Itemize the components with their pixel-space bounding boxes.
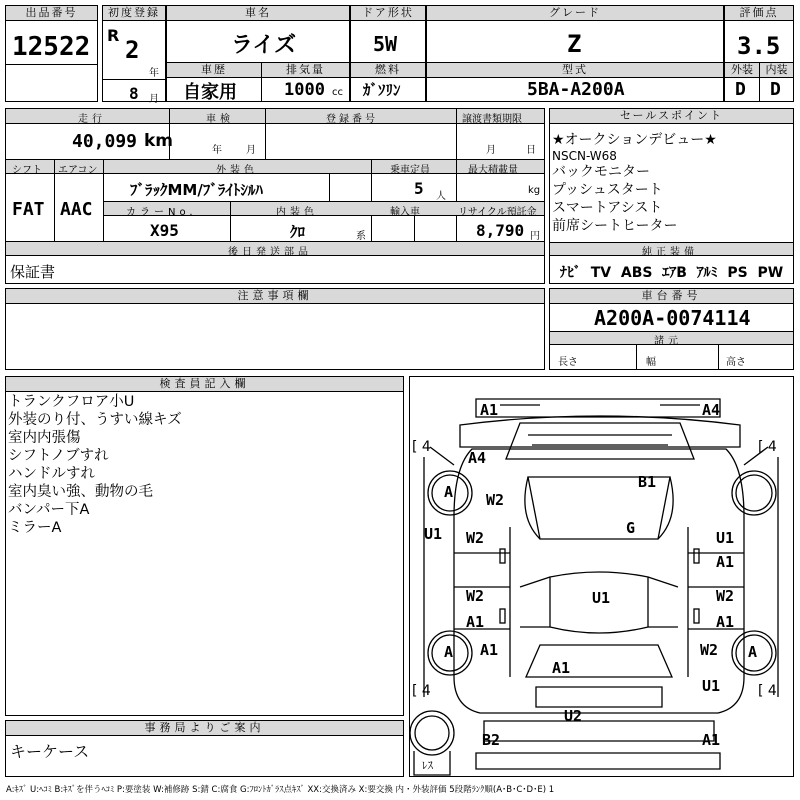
grade-label: グレード	[427, 6, 723, 21]
mark-wheel-rear-left: A	[444, 643, 454, 661]
capacity-label: 乗車定員	[390, 165, 430, 176]
car-name-box	[166, 5, 350, 63]
tread-rear-right: [ 4	[758, 683, 777, 699]
door-label: ドア形状	[351, 6, 425, 21]
recycle-unit: 円	[530, 231, 540, 242]
inspector-note: 室内臭い強、動物の毛	[8, 484, 153, 500]
mark-left-side-u1: U1	[424, 525, 443, 543]
mileage: 40,099	[72, 131, 138, 152]
sales-point: ★オークションデビュー★	[552, 132, 717, 148]
inspector-box	[5, 376, 404, 716]
mark-roof-u1: U1	[592, 589, 611, 607]
color-no-label: カラーNo.	[126, 207, 197, 218]
mark-wheel-rear-right: A	[748, 643, 758, 661]
recycle: 8,790	[476, 221, 525, 240]
car-outline	[410, 377, 793, 776]
displacement: 1000	[284, 80, 325, 100]
length-label: 長さ	[558, 357, 578, 368]
later-parts: 保証書	[10, 263, 56, 281]
int-color-label: 内装色	[276, 207, 318, 218]
mark-wheel-front-left: A	[444, 483, 454, 501]
model-label: 型式	[427, 63, 723, 78]
fuel-box	[350, 62, 426, 102]
mark-right-rear-door-a1: A1	[716, 613, 735, 631]
reg-number-label: 登録番号	[326, 114, 378, 125]
model-box	[426, 62, 724, 102]
legend: A:ｷｽﾞ U:ﾍｺﾐ B:ｷｽﾞを伴うﾍｺﾐ P:要塗装 W:補修跡 S:錆 C:腐食 G:ﾌﾛﾝﾄｶﾞﾗｽ点ｷｽﾞ XX:交換済み X:要交換 内・外装評価 5段階ﾗﾝｸ順(A･B･C･D･E) 1	[6, 785, 555, 795]
max-load-unit: kg	[528, 185, 541, 196]
ac-label: エアコン	[58, 165, 98, 176]
chassis-label: 車台番号	[550, 289, 793, 304]
interior-label: 内装	[760, 63, 793, 78]
transfer-month: 月	[486, 145, 496, 156]
score-label: 評価点	[725, 6, 793, 21]
spare-tire-label: ﾚｽ	[422, 759, 433, 772]
era: R	[107, 26, 120, 45]
equip-abs: ABS	[620, 265, 653, 281]
mark-trunk-a1: A1	[552, 659, 571, 677]
reg-month: 8	[129, 84, 139, 103]
inspector-note: シフトノブすれ	[8, 448, 109, 464]
sales-point: バックモニター	[552, 164, 650, 180]
equip-alloy: ｱﾙﾐ	[696, 265, 718, 281]
ac: AAC	[60, 199, 93, 220]
lot-number: 12522	[12, 32, 91, 62]
chassis-number: A200A-0074114	[594, 306, 751, 330]
mark-right-rear-u1: U1	[702, 677, 721, 695]
inspection-year: 年	[212, 145, 222, 156]
inspector-label: 検査員記入欄	[6, 377, 403, 392]
exterior-box	[724, 62, 760, 102]
equip-airbag: ｴｱB	[662, 265, 687, 281]
mark-rear-bumper-right-a1: A1	[702, 731, 721, 749]
fuel: ｶﾞｿﾘﾝ	[363, 81, 401, 99]
height-label: 高さ	[726, 357, 746, 368]
inspector-note: 外装のり付、うすい線キズ	[8, 412, 182, 428]
mark-right-rear-fender-w2: W2	[700, 641, 719, 659]
displacement-unit: cc	[332, 87, 343, 98]
vehicle-info-box	[5, 108, 545, 284]
sales-point: プッシュスタート	[552, 182, 663, 198]
ext-color-label: 外装色	[216, 165, 258, 176]
damage-diagram	[409, 376, 794, 777]
capacity-unit: 人	[436, 191, 446, 202]
sales-points-label: セールスポイント	[550, 109, 793, 124]
history-box	[166, 62, 262, 102]
grade: Z	[567, 30, 582, 58]
mark-hood: B1	[638, 473, 657, 491]
lot-number-label: 出品番号	[6, 6, 97, 21]
mark-left-front-door-upper: W2	[486, 491, 505, 509]
int-color: ｸﾛ	[290, 223, 306, 241]
mark-front-fender-left: A4	[468, 449, 487, 467]
office-label: 事務局よりご案内	[6, 721, 403, 736]
car-name-label: 車名	[167, 6, 349, 21]
office-text: キーケース	[10, 742, 90, 761]
exterior-grade: D	[735, 79, 746, 100]
shift: FAT	[12, 199, 45, 220]
inspection-label: 車検	[206, 114, 234, 125]
exterior-label: 外装	[725, 63, 759, 78]
transfer-label: 譲渡書類期限	[462, 114, 522, 125]
equipment-label: 純正装備	[642, 247, 698, 258]
equip-pw: PW	[757, 265, 784, 281]
capacity: 5	[414, 179, 424, 198]
car-name: ライズ	[231, 33, 297, 58]
equipment-list	[560, 262, 783, 282]
mark-rear-bumper-u2: U2	[564, 707, 583, 725]
ext-color: ﾌﾞﾗｯｸMM/ﾌﾞﾗｲﾄｼﾙﾊ	[130, 181, 263, 199]
fuel-label: 燃料	[351, 63, 425, 78]
month-unit: 月	[149, 94, 159, 105]
inspection-month: 月	[246, 145, 256, 156]
tread-front-right: [ 4	[758, 439, 777, 455]
import-label: 輸入車	[390, 207, 420, 218]
mark-front-bumper-left: A1	[480, 401, 499, 419]
sales-point: スマートアシスト	[552, 200, 663, 216]
mileage-unit: km	[144, 131, 174, 151]
mark-left-rear-door-a1: A1	[466, 613, 485, 631]
model: 5BA-A200A	[527, 79, 625, 100]
shift-label: シフト	[12, 165, 42, 176]
notes-label: 注意事項欄	[6, 289, 544, 304]
chassis-box	[549, 288, 794, 370]
equip-navi: ﾅﾋﾞ	[560, 265, 581, 281]
inspector-note: ミラーA	[8, 520, 62, 536]
grade-box	[426, 5, 724, 63]
inspector-note: バンパー下A	[8, 502, 90, 518]
sales-point: NSCN-W68	[552, 149, 617, 163]
mark-left-door-w2: W2	[466, 529, 485, 547]
year-unit: 年	[149, 68, 159, 79]
width-label: 幅	[646, 357, 656, 368]
mark-right-side-u1: U1	[716, 529, 735, 547]
equip-ps: PS	[727, 265, 748, 281]
interior-grade: D	[770, 79, 781, 100]
later-parts-label: 後日発送部品	[228, 247, 312, 258]
inspector-note: 室内内張傷	[8, 430, 81, 446]
inspector-note: トランクフロア小U	[8, 394, 135, 410]
door-box	[350, 5, 426, 63]
history: 自家用	[183, 82, 237, 103]
mark-rear-bumper-left-b2: B2	[482, 731, 501, 749]
reg-year: 2	[125, 36, 140, 64]
transfer-day: 日	[526, 145, 536, 156]
mark-right-rear-door-w2: W2	[716, 587, 735, 605]
sales-points-box	[549, 108, 794, 284]
office-box	[5, 720, 404, 777]
mark-front-bumper-right: A4	[702, 401, 721, 419]
score-box	[724, 5, 794, 63]
tread-front-left: [ 4	[412, 439, 431, 455]
mark-left-rear-door-w2: W2	[466, 587, 485, 605]
inspector-note: ハンドルすれ	[8, 466, 95, 482]
first-registration-label: 初度登録	[103, 6, 165, 21]
color-no: X95	[150, 221, 179, 240]
interior-box	[759, 62, 794, 102]
mileage-label: 走行	[78, 114, 106, 125]
door: 5W	[373, 32, 398, 56]
equip-tv: TV	[590, 265, 612, 281]
history-label: 車歴	[167, 63, 261, 78]
int-color-unit: 系	[356, 231, 366, 242]
max-load-label: 最大積載量	[468, 165, 518, 176]
inspector-list	[8, 393, 182, 537]
displacement-box	[261, 62, 350, 102]
sales-point: 前席シートヒーター	[552, 218, 678, 234]
mark-left-rear-fender-a1: A1	[480, 641, 499, 659]
lot-number-box	[5, 5, 98, 102]
sales-points-list	[552, 131, 717, 235]
recycle-label: リサイクル預託金	[458, 207, 537, 218]
mark-right-door-a1: A1	[716, 553, 735, 571]
first-registration-box	[102, 5, 166, 105]
dims-label: 諸元	[654, 336, 682, 347]
displacement-label: 排気量	[262, 63, 349, 78]
notes-box	[5, 288, 545, 370]
tread-rear-left: [ 4	[412, 683, 431, 699]
mark-windshield: G	[626, 519, 636, 537]
score: 3.5	[737, 32, 781, 60]
